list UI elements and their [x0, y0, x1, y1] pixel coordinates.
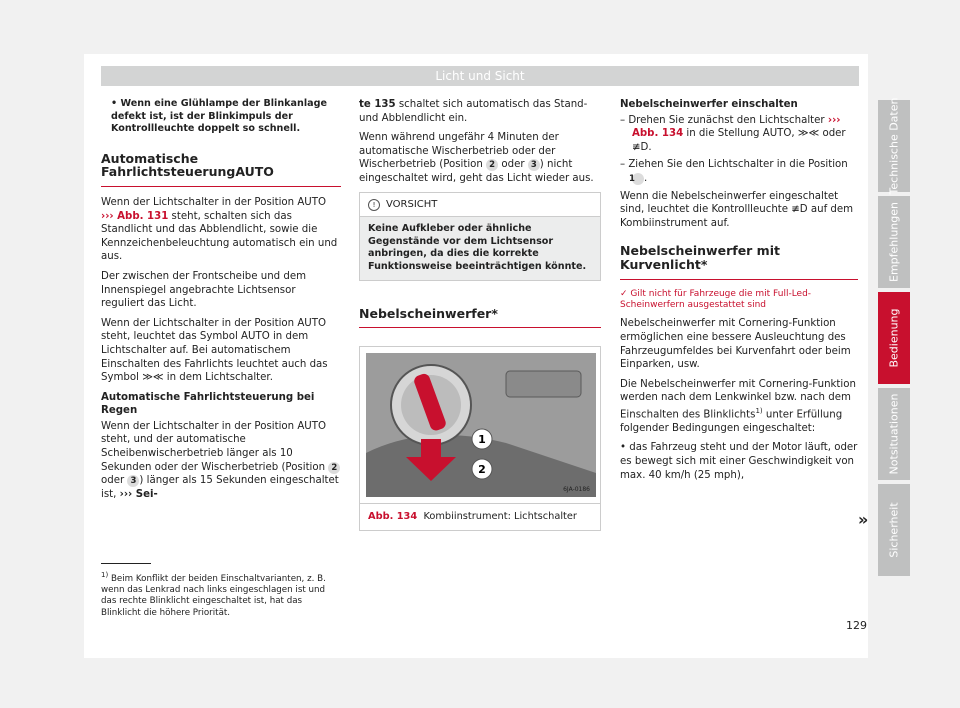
section-heading-fog: Nebelscheinwerfer*: [359, 307, 601, 329]
callout-1: 1: [478, 433, 486, 447]
warning-bullet: • Wenn eine Glühlampe der Blinkanlage defekt ist, ist der Blinkimpuls der Kontrollleuchte doppelt so schnell.: [111, 98, 327, 135]
callout-2: 2: [478, 463, 486, 477]
number-circle: 3: [528, 159, 540, 171]
continue-arrow: »: [858, 510, 869, 529]
figure-code: 6JA-0186: [563, 486, 590, 494]
page-header: Licht und Sicht: [101, 66, 859, 86]
applicability-note: ✓ Gilt nicht für Fahrzeuge die mit Full-Led-Scheinwerfern ausgestattet sind: [620, 288, 812, 310]
caution-box: [359, 192, 601, 281]
number-circle: 2: [328, 462, 340, 474]
section-heading-auto: Automatische FahrlichtsteuerungAUTO: [101, 152, 341, 187]
tab-sicherheit[interactable]: Sicherheit: [878, 484, 910, 576]
paragraph: Nebelscheinwerfer mit Cornering-Funktion ermöglichen eine bessere Ausleuchtung des Fahrzeugumfeldes bei Kurvenfahrt oder beim Einparken, usw.: [620, 318, 851, 371]
figure-light-switch: [359, 346, 601, 531]
tab-notsituationen[interactable]: Notsituationen: [878, 388, 910, 480]
paragraph: Wenn der Lichtschalter in der Position AUTO steht, leuchtet das Symbol AUTO in dem Lichtschalter auf. Bei automatischem Einschalten des Fahrlichts leuchtet auch das Symbol ≫≪ in dem Lichtschalter.: [101, 317, 328, 384]
page-number: 129: [846, 619, 867, 632]
figure-caption: Abb. 134 Kombiinstrument: Lichtschalter: [360, 503, 600, 530]
paragraph: Der zwischen der Frontscheibe und dem Innenspiegel angebrachte Lichtsensor reguliert das Licht.: [101, 270, 307, 310]
page-ref-link[interactable]: ››› Sei-: [119, 488, 158, 500]
tab-technische-daten[interactable]: Technische Daten: [878, 100, 910, 192]
light-switch-illustration: [366, 353, 594, 497]
caution-header: ! VORSICHT: [360, 193, 600, 218]
figure-label: Abb. 134: [368, 511, 418, 523]
page-ref-link[interactable]: te 135: [359, 99, 396, 110]
tab-empfehlungen[interactable]: Empfehlungen: [878, 196, 910, 288]
paragraph: Wenn der Lichtschalter in der Position AUTO steht, und der automatische Scheibenwischerbetrieb länger als 10 Sekunden oder der Wischerbetrieb (Position 2 oder 3 ) länger als 15 Sekunden eingeschaltet ist, ››› Sei-: [101, 420, 339, 500]
paragraph: Die Nebelscheinwerfer mit Cornering-Funktion werden nach dem Lenkwinkel bzw. nach dem Einschalten des Blinklichts$^{1)}$ unter Erfüllung folgender Bedingungen eingeschaltet:: [620, 378, 856, 434]
bullet-item: • das Fahrzeug steht und der Motor läuft, oder es bewegt sich mit einer Geschwindigkeit von max. 40 km/h (25 mph),: [620, 442, 858, 481]
paragraph: Wenn der Lichtschalter in der Position AUTO ››› Abb. 131 steht, schalten sich das Standlicht und das Abblendlicht, sowie die Kennzeichenbeleuchtung automatisch ein und aus.: [101, 196, 338, 263]
paragraph: Wenn die Nebelscheinwerfer eingeschaltet sind, leuchtet die Kontrollleuchte ≢D auf dem Kombiinstrument auf.: [620, 190, 854, 229]
subheading-rain: Automatische Fahrlichtsteuerung bei Regen: [101, 391, 315, 417]
column-1: [101, 98, 341, 507]
tab-bedienung[interactable]: Bedienung: [878, 292, 910, 384]
footnote: $^{1)}$ Beim Konflikt der beiden Einschaltvarianten, z. B. wenn das Lenkrad nach links eingeschlagen ist und das rechte Blinklicht eingeschaltet ist, hat das Blinklicht die höhere Priorität.: [101, 571, 326, 618]
number-circle: 1: [632, 173, 644, 185]
list-item: – Ziehen Sie den Lichtschalter in die Position 1 .: [620, 159, 848, 184]
paragraph: te 135 schaltet sich automatisch das Stand- und Abblendlicht ein.: [359, 99, 588, 124]
instruction-list: [620, 114, 858, 186]
number-circle: 2: [486, 159, 498, 171]
figure-ref-link[interactable]: ››› Abb. 131: [101, 210, 169, 222]
caution-icon: !: [368, 199, 380, 211]
paragraph: Wenn während ungefähr 4 Minuten der automatische Wischerbetrieb oder der Wischerbetrieb (Position 2 oder 3 ) nicht eingeschaltet wird, geht das Licht wieder aus.: [359, 132, 594, 184]
figure-ref-link[interactable]: ››› Abb. 134: [632, 114, 841, 140]
light-switch-drawing: [366, 353, 596, 497]
column-2: [359, 98, 601, 531]
subheading-fog-on: Nebelscheinwerfer einschalten: [620, 99, 798, 110]
caution-text: Keine Aufkleber oder ähnliche Gegenstände vor dem Lichtsensor anbringen, da dies die korrekte Funktionsweise beeinträchtigen könnte.: [360, 217, 600, 279]
section-heading-cornering: Nebelscheinwerfer mit Kurvenlicht*: [620, 244, 858, 279]
footnote-divider: [101, 563, 151, 564]
number-circle: 3: [127, 475, 139, 487]
column-3: [620, 98, 858, 482]
list-item: – Drehen Sie zunächst den Lichtschalter ››› Abb. 134 in die Stellung AUTO, ≫≪ oder ≢D.: [620, 114, 846, 153]
